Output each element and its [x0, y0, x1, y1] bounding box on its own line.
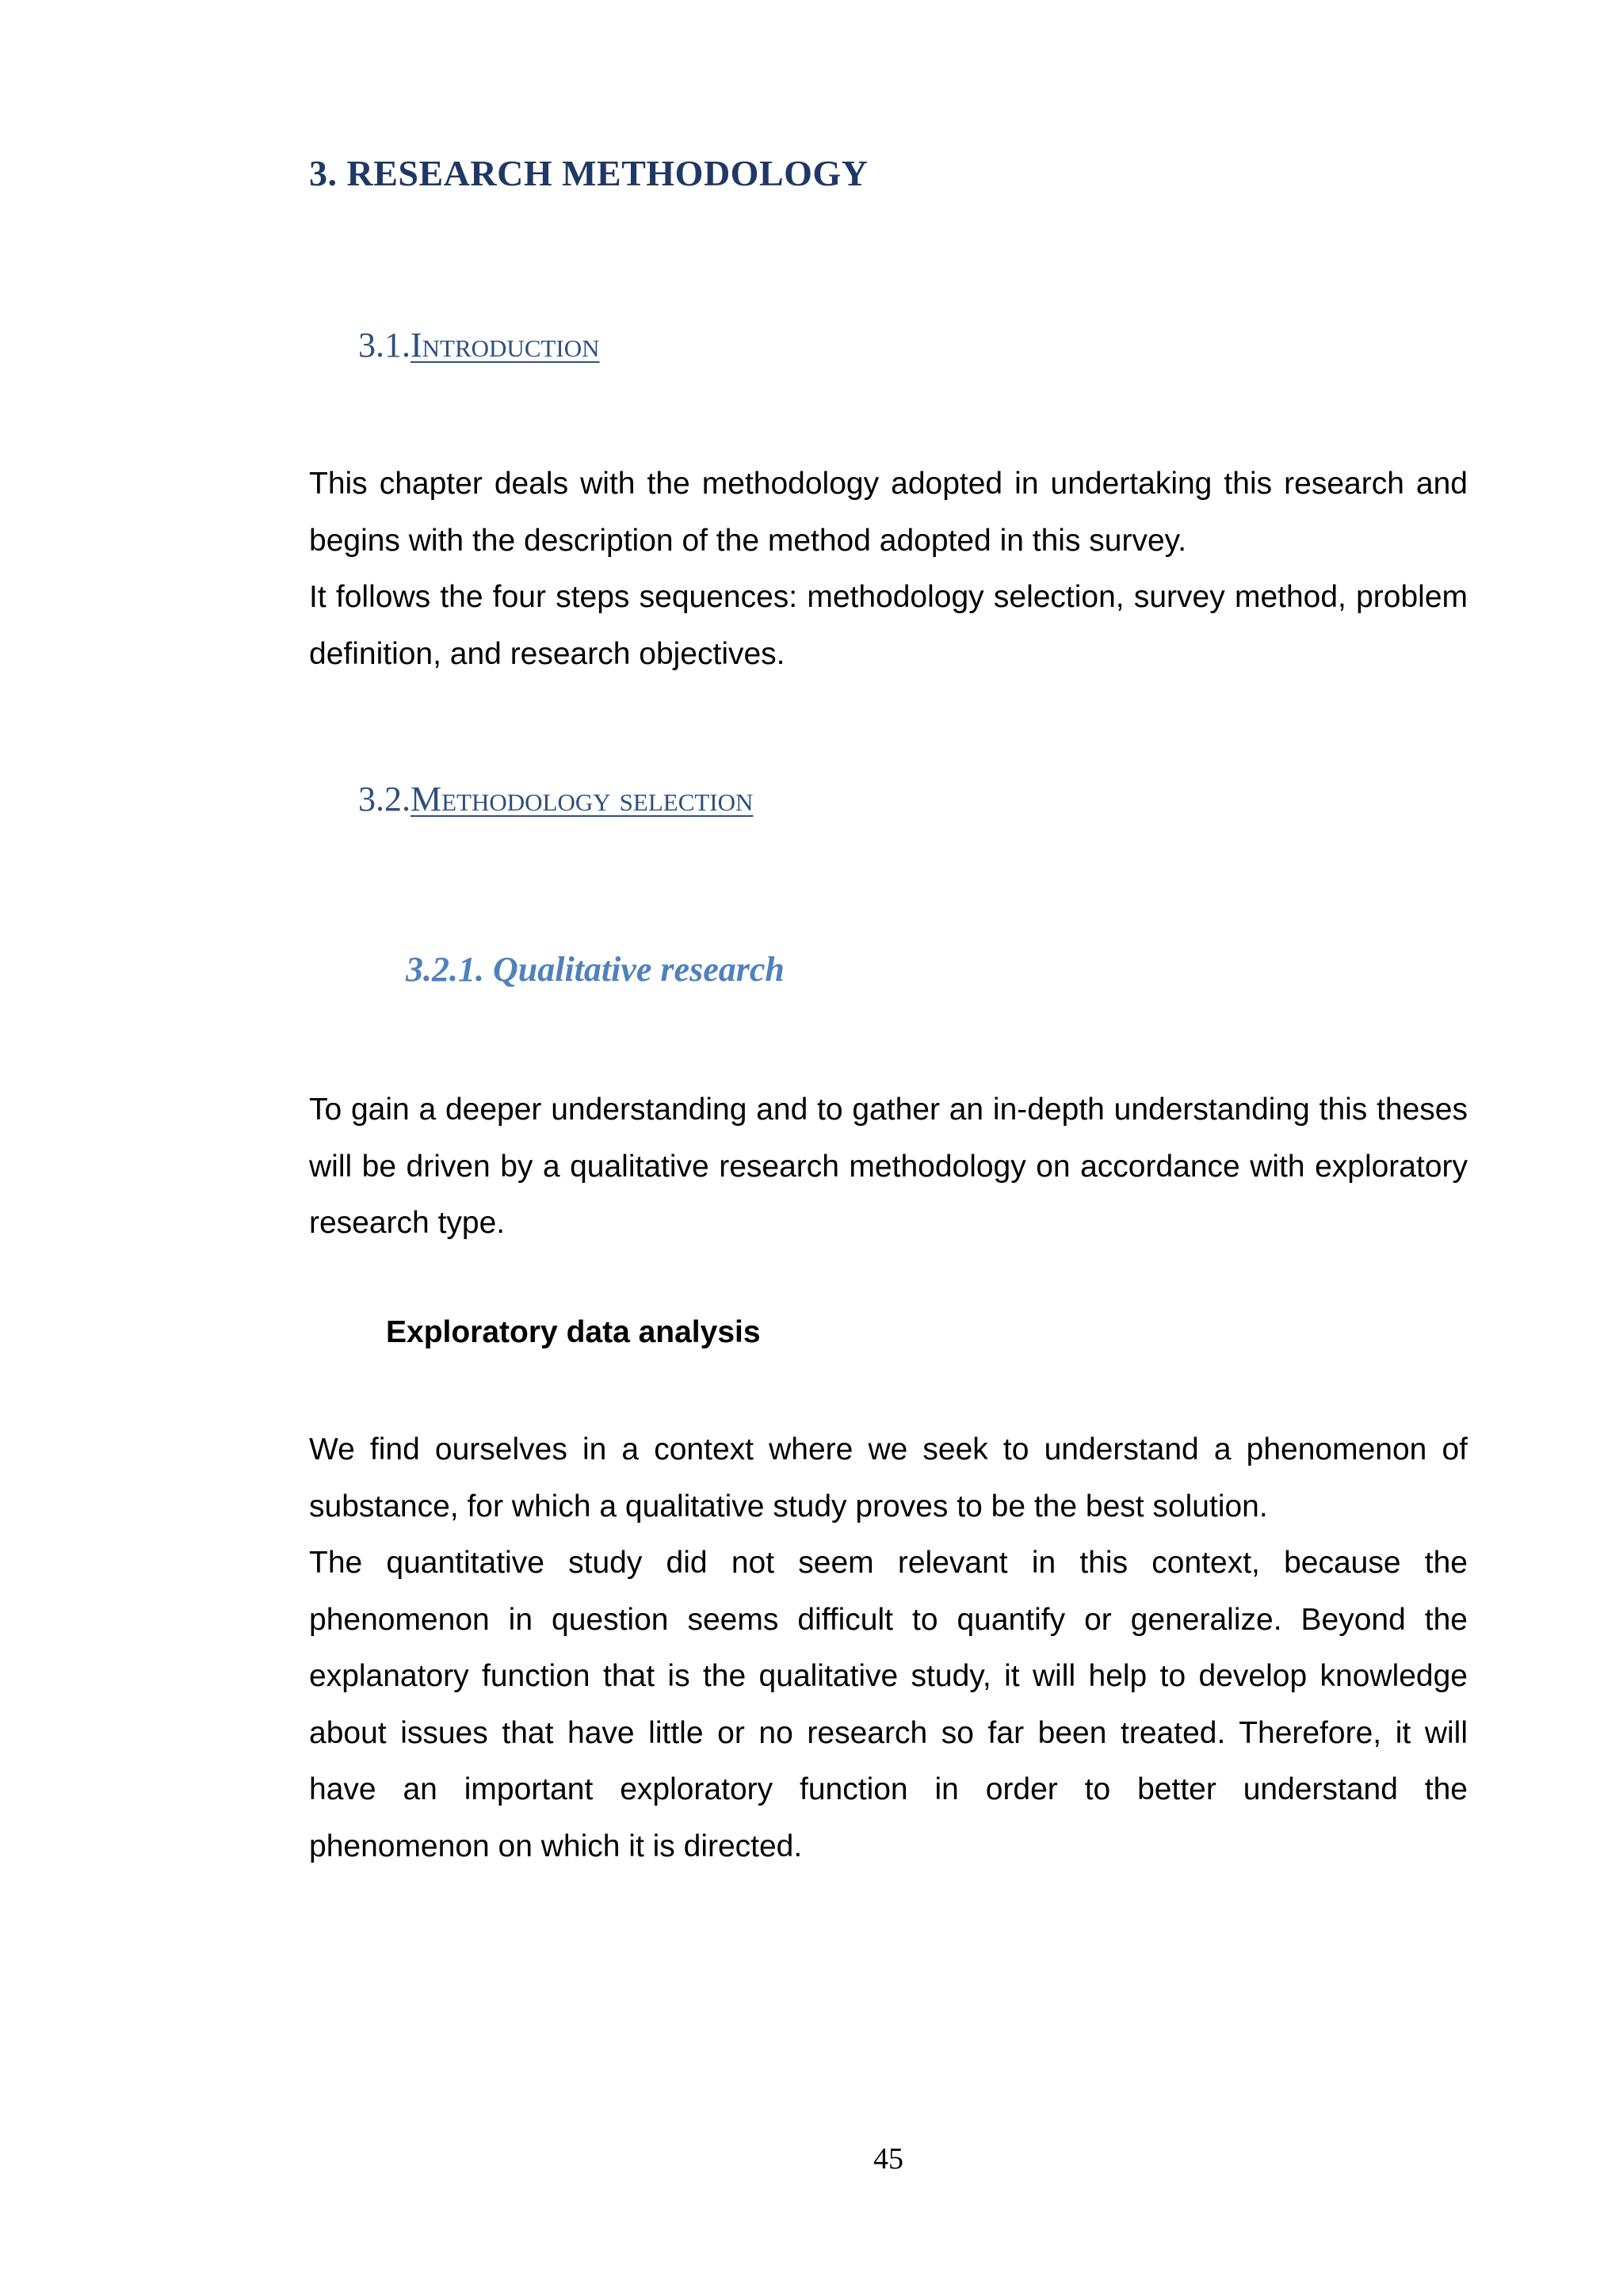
section-heading-methodology-selection — [358, 779, 753, 819]
paragraph: It follows the four steps sequences: methodology selection, survey method, problem definition, and research objectives. — [309, 580, 1468, 671]
section-number: 3.2. — [358, 780, 411, 818]
section-number: 3.1. — [358, 326, 411, 364]
paragraph: We find ourselves in a context where we seek to understand a phenomenon of substance, for which a qualitative study proves to be the best solution. — [309, 1432, 1468, 1524]
paragraph: The quantitative study did not seem relevant in this context, because the phenomenon in question seems difficult to quantify or generalize. Beyond the explanatory function that is the qualitative study, it will help to develop knowledge about issues that have little or no research so far been treated. Therefore, it will have an important exploratory function in order to better understand the phenomenon on which it is directed. — [309, 1546, 1468, 1863]
section-title: Methodology selection — [411, 780, 754, 818]
exploratory-heading: Exploratory data analysis — [386, 1315, 761, 1349]
subsection-heading-qualitative-research: 3.2.1. Qualitative research — [406, 950, 785, 989]
chapter-title: 3. RESEARCH METHODOLOGY — [309, 153, 869, 193]
paragraph: To gain a deeper understanding and to gather an in-depth understanding this theses will be driven by a qualitative research methodology on accordance with exploratory research type. — [309, 1093, 1468, 1240]
page-number: 45 — [873, 2142, 903, 2176]
introduction-body — [309, 456, 1468, 682]
paragraph: This chapter deals with the methodology adopted in undertaking this research and begins with the description of the method adopted in this survey. — [309, 467, 1468, 558]
exploratory-body — [309, 1421, 1468, 1875]
section-title: Introduction — [411, 326, 600, 364]
section-heading-introduction — [358, 325, 600, 365]
qualitative-body — [309, 1081, 1468, 1252]
